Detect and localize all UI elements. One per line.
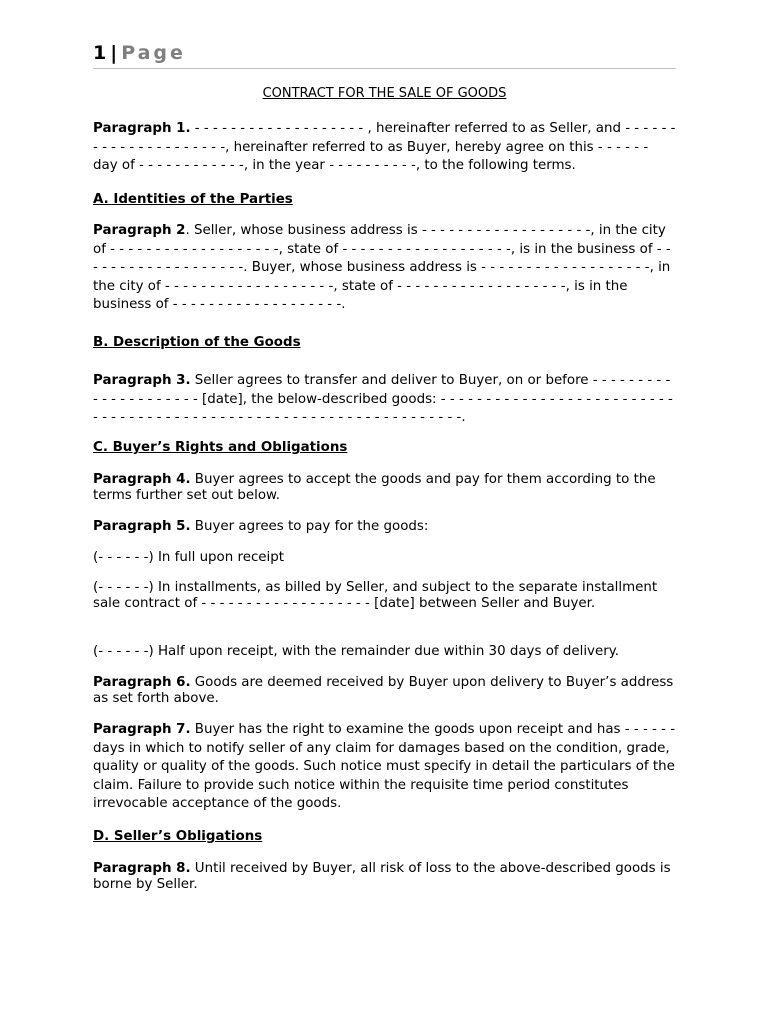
paragraph-2 xyxy=(93,222,677,315)
paragraph-5-label: Paragraph 5. xyxy=(93,519,191,534)
section-b-heading: B. Description of the Goods xyxy=(93,335,301,350)
paragraph-3 xyxy=(93,372,677,428)
paragraph-4 xyxy=(93,472,677,504)
page-header xyxy=(93,42,676,69)
page-number: 1 xyxy=(93,42,107,64)
paragraph-1-text: - - - - - - - - - - - - - - - - - - - , hereinafter referred to as Seller, and - - - - - - - - - - - - - - - - - - - - -, hereinafter referred to as Buyer, hereby agree on this - - - - - - day of - - - - - - - - - - - -, in the year - - - - - - - - - -, to the following terms. xyxy=(93,121,676,173)
paragraph-8-text: Until received by Buyer, all risk of loss to the above-described goods is borne by Seller. xyxy=(93,861,671,892)
paragraph-3-label: Paragraph 3. xyxy=(93,373,191,388)
paragraph-1 xyxy=(93,120,677,176)
section-c-heading: C. Buyer’s Rights and Obligations xyxy=(93,440,348,455)
paragraph-6 xyxy=(93,675,677,707)
paragraph-5 xyxy=(93,518,677,537)
payment-option-half: (- - - - - -) Half upon receipt, with the remainder due within 30 days of delivery. xyxy=(93,644,619,659)
paragraph-3-text: Seller agrees to transfer and deliver to Buyer, on or before - - - - - - - - - - - - - - - - - - - - - [date], the below-described goods: - - - - - - - - - - - - - - - - - - - - - - - - - - - - - - - - - - - - - - - - - - - - - - - - - - - - - - - - - - - - - - - - - - -. xyxy=(93,373,673,425)
paragraph-7-label: Paragraph 7. xyxy=(93,722,191,737)
paragraph-8-label: Paragraph 8. xyxy=(93,861,191,876)
paragraph-4-label: Paragraph 4. xyxy=(93,472,191,487)
paragraph-8 xyxy=(93,861,677,893)
paragraph-4-text: Buyer agrees to accept the goods and pay for them according to the terms further set out below. xyxy=(93,472,656,503)
paragraph-1-label: Paragraph 1. xyxy=(93,121,191,136)
paragraph-5-text: Buyer agrees to pay for the goods: xyxy=(190,519,429,534)
section-a-heading: A. Identities of the Parties xyxy=(93,192,293,207)
paragraph-6-label: Paragraph 6. xyxy=(93,675,191,690)
paragraph-2-text: . Seller, whose business address is - - - - - - - - - - - - - - - - - - -, in the city of - - - - - - - - - - - - - - - - - - -, state of - - - - - - - - - - - - - - - - - - -, is in the business of - - - - - - - - - - - - - - - - - - -. Buyer, whose business address is - - - - - - - - - - - - - - - - - - -, in the city of - - - - - - - - - - - - - - - - - - -, state of - - - - - - - - - - - - - - - - - - -, is in the business of - - - - - - - - - - - - - - - - - - -. xyxy=(93,223,671,312)
paragraph-7 xyxy=(93,721,677,814)
payment-option-full: (- - - - - -) In full upon receipt xyxy=(93,550,285,565)
section-d-heading: D. Seller’s Obligations xyxy=(93,829,263,844)
document-title: CONTRACT FOR THE SALE OF GOODS xyxy=(262,86,507,101)
page-word: Page xyxy=(121,42,186,64)
paragraph-2-label: Paragraph 2 xyxy=(93,223,186,238)
page-separator: | xyxy=(110,42,118,64)
paragraph-6-text: Goods are deemed received by Buyer upon delivery to Buyer’s address as set forth above. xyxy=(93,675,674,706)
paragraph-7-text: Buyer has the right to examine the goods upon receipt and has - - - - - - days in which to notify seller of any claim for damages based on the condition, grade, quality or quality of the goods. Such notice must specify in detail the particulars of the claim. Failure to provide such notice within the requisite time period constitutes irrevocable acceptance of the goods. xyxy=(93,722,676,811)
payment-option-installments: (- - - - - -) In installments, as billed by Seller, and subject to the separate installment sale contract of - - - - - - - - - - - - - - - - - - - [date] between Seller and Buyer. xyxy=(93,580,658,611)
